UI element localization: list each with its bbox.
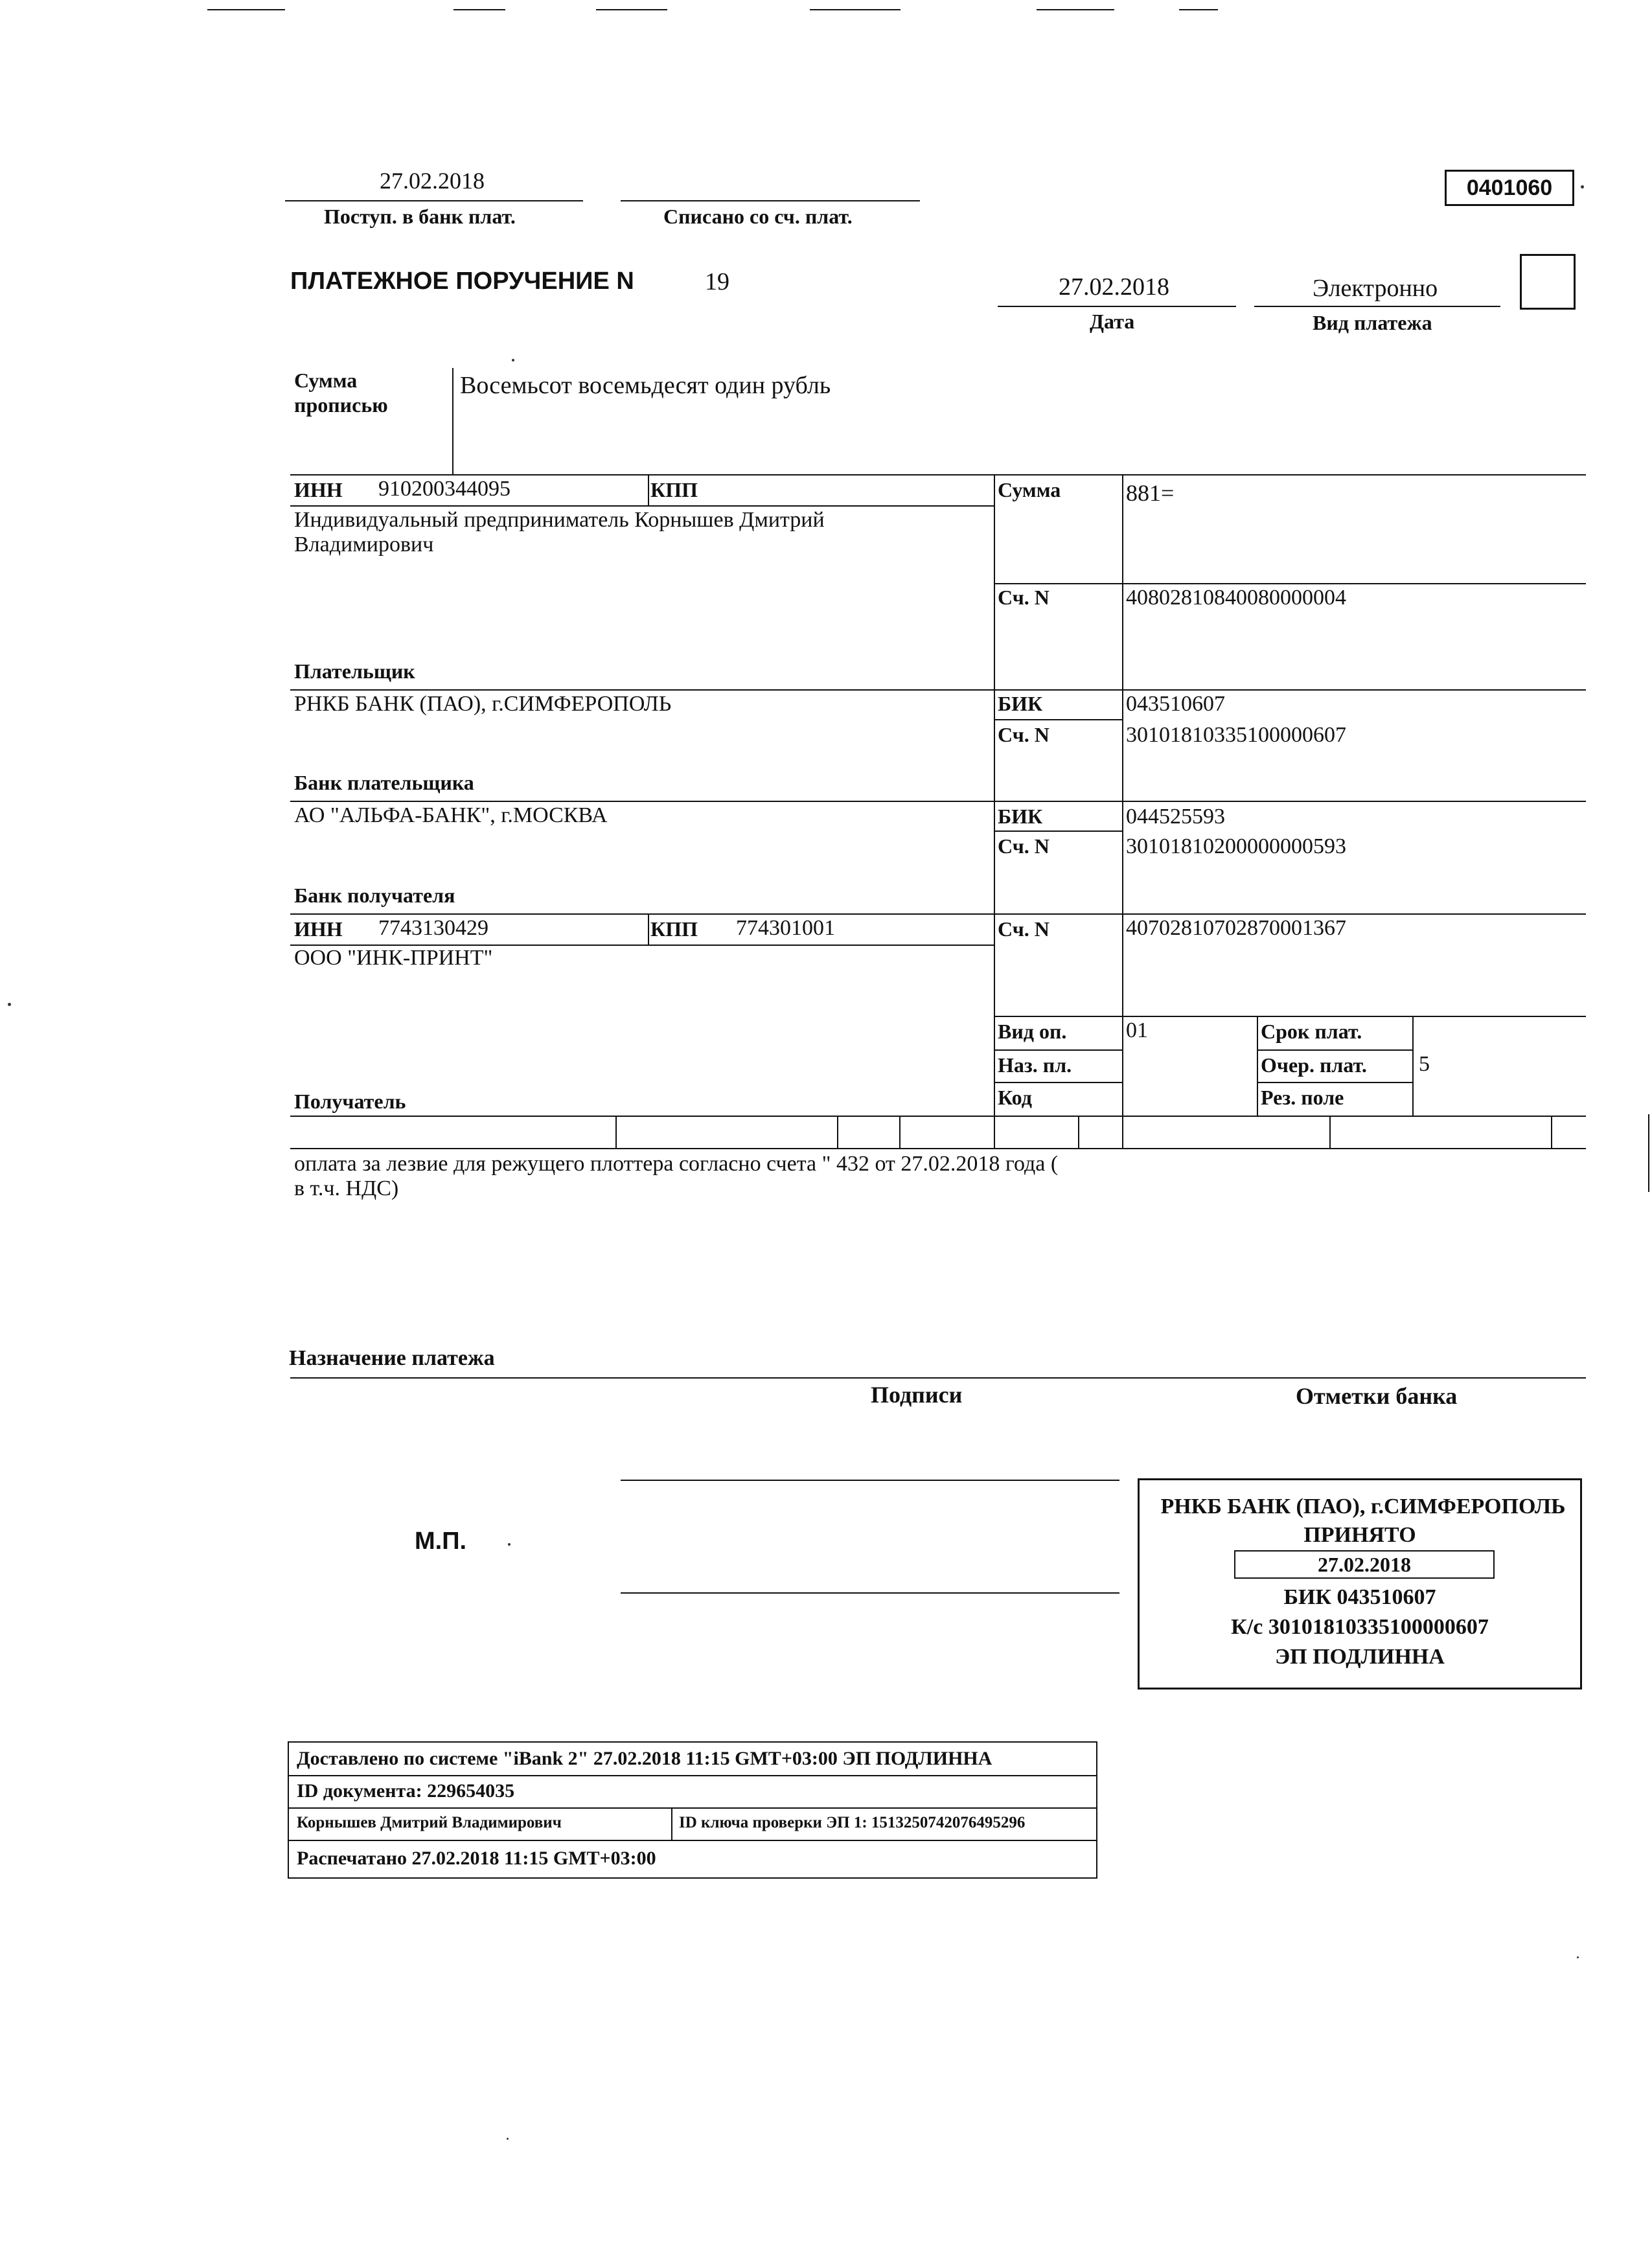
op-type-label: Вид оп. [998,1020,1067,1043]
grid-line [1122,474,1123,1148]
debited-label: Списано со сч. плат. [663,205,853,228]
op-type: 01 [1126,1018,1148,1042]
grid-line [994,689,1586,691]
payee-bank-bik-label: БИК [998,805,1043,828]
sum-value: 881= [1126,480,1175,506]
stamp-bank: РНКБ БАНК (ПАО), г.СИМФЕРОПОЛЬ [1160,1495,1566,1518]
amount-words-label-2: прописью [294,393,388,417]
payer-name-line2: Владимирович [294,533,434,556]
grid-line [648,913,649,945]
reserve-label: Рез. поле [1261,1086,1344,1109]
bank-marks-label: Отметки банка [1296,1383,1458,1409]
payer-account-label: Сч. N [998,586,1050,609]
payer-bank-account: 30101810335100000607 [1126,723,1346,747]
scan-speck [8,1003,11,1006]
order-number: 19 [705,268,729,295]
delivery-divider [289,1775,1096,1776]
delivery-key-id: ID ключа проверки ЭП 1: 1513250742076495296 [679,1814,1026,1831]
stamp-account: К/с 30101810335100000607 [1231,1615,1489,1639]
delivery-printed: Распечатано 27.02.2018 11:15 GMT+03:00 [297,1848,656,1869]
grid-line [1257,1049,1412,1051]
amount-words-value: Восемьсот восемьдесят один рубль [460,372,831,399]
grid-line [994,1082,1122,1083]
amount-words-label [294,368,388,417]
scan-speck [507,2138,509,2140]
payer-bank-bik: 043510607 [1126,692,1225,716]
signature-line-1 [621,1480,1119,1481]
sum-label: Сумма [998,478,1061,501]
grid-line [290,474,1586,475]
payee-inn-label: ИНН [294,917,343,941]
payer-bank-bik-label: БИК [998,692,1043,715]
scan-mark [1179,9,1218,10]
grid-line [615,1116,617,1148]
purpose-code-label: Наз. пл. [998,1053,1072,1077]
scan-mark [596,9,667,10]
amount-words-divider [452,368,453,474]
delivery-line: Доставлено по системе "iBank 2" 27.02.2018 11:15 GMT+03:00 ЭП ПОДЛИННА [297,1748,992,1769]
stamp-bik: БИК 043510607 [1283,1585,1436,1609]
payee-account-label: Сч. N [998,917,1050,941]
grid-line [290,505,994,507]
scan-mark [810,9,901,10]
payment-type-label: Вид платежа [1313,311,1432,334]
payer-inn-label: ИНН [294,478,343,501]
payer-label: Плательщик [294,659,415,683]
grid-line [290,913,1586,915]
payee-bank-label: Банк получателя [294,884,455,907]
scan-mark [207,9,285,10]
payment-type: Электронно [1313,275,1438,302]
received-date: 27.02.2018 [380,168,485,194]
grid-line [290,1116,1586,1117]
grid-line [994,1016,1586,1017]
payer-kpp-label: КПП [650,478,698,501]
grid-line [994,474,995,1148]
purpose-text [294,1152,1058,1201]
priority-value: 5 [1419,1052,1430,1076]
grid-line [1329,1116,1331,1148]
grid-line [290,689,994,691]
grid-line [1412,1016,1414,1116]
priority-label: Очер. плат. [1261,1053,1367,1077]
payee-kpp-label: КПП [650,917,698,941]
payee-kpp: 774301001 [736,916,835,940]
received-line [285,200,583,201]
bank-stamp [1138,1478,1582,1690]
payee-bank-name: АО "АЛЬФА-БАНК", г.МОСКВА [294,803,608,827]
payee-label: Получатель [294,1090,406,1113]
payer-name [294,508,825,557]
grid-line [1257,1016,1258,1116]
payer-name-line1: Индивидуальный предприниматель Корнышев Дмитрий [294,508,825,532]
stamp-status: ПРИНЯТО [1303,1523,1416,1547]
grid-line [1551,1116,1552,1148]
grid-line [1078,1116,1079,1148]
delivery-box [288,1741,1097,1879]
grid-line [994,719,1122,720]
payer-inn: 910200344095 [378,477,511,501]
received-label: Поступ. в банк плат. [324,205,516,228]
grid-line [290,1148,1586,1149]
payer-account: 40802810840080000004 [1126,586,1346,610]
payee-bank-account: 30101810200000000593 [1126,834,1346,858]
signature-line-2 [621,1592,1119,1594]
payer-bank-account-label: Сч. N [998,723,1050,746]
order-date: 27.02.2018 [1059,273,1169,301]
date-line [998,306,1236,307]
grid-line [994,583,1586,584]
term-label: Срок плат. [1261,1020,1362,1043]
delivery-divider [671,1807,672,1840]
grid-line [994,830,1122,832]
payment-type-line [1254,306,1500,307]
delivery-doc-id: ID документа: 229654035 [297,1780,515,1802]
payee-inn: 7743130429 [378,916,488,940]
delivery-divider [289,1807,1096,1809]
payee-account: 40702810702870001367 [1126,916,1346,940]
payer-bank-label: Банк плательщика [294,771,474,794]
stamp-date: 27.02.2018 [1234,1550,1495,1579]
date-label: Дата [1090,310,1135,333]
scan-mark [453,9,505,10]
amount-words-label-1: Сумма [294,369,358,392]
signatures-label: Подписи [871,1382,963,1408]
status-box [1520,254,1576,310]
scan-edge [1648,1114,1649,1192]
purpose-line2: в т.ч. НДС) [294,1176,399,1200]
purpose-line1: оплата за лезвие для режущего плоттера согласно счета " 432 от 27.02.2018 года ( [294,1152,1059,1176]
scan-speck [512,359,514,361]
grid-line [994,1049,1122,1051]
delivery-divider [289,1840,1096,1841]
grid-line [837,1116,838,1148]
grid-line [1257,1082,1412,1083]
payer-bank-name: РНКБ БАНК (ПАО), г.СИМФЕРОПОЛЬ [294,692,672,716]
grid-line [290,801,1586,802]
page-title: ПЛАТЕЖНОЕ ПОРУЧЕНИЕ N [290,268,634,295]
delivery-signer: Корнышев Дмитрий Владимирович [297,1814,562,1831]
stamp-place-label: М.П. [415,1528,467,1555]
purpose-line [290,1377,1586,1379]
payee-bank-bik: 044525593 [1126,805,1225,829]
debited-line [621,200,920,201]
scan-speck [508,1543,511,1546]
purpose-label: Назначение платежа [289,1346,495,1370]
scan-mark [1037,9,1114,10]
scan-speck [1577,1956,1579,1958]
scan-speck [1581,185,1584,189]
code-label: Код [998,1086,1032,1109]
form-code: 0401060 [1445,170,1574,206]
grid-line [648,474,649,505]
grid-line [899,1116,901,1148]
payee-bank-account-label: Сч. N [998,834,1050,858]
stamp-signature: ЭП ПОДЛИННА [1275,1645,1445,1669]
payee-name: ООО "ИНК-ПРИНТ" [294,946,493,970]
